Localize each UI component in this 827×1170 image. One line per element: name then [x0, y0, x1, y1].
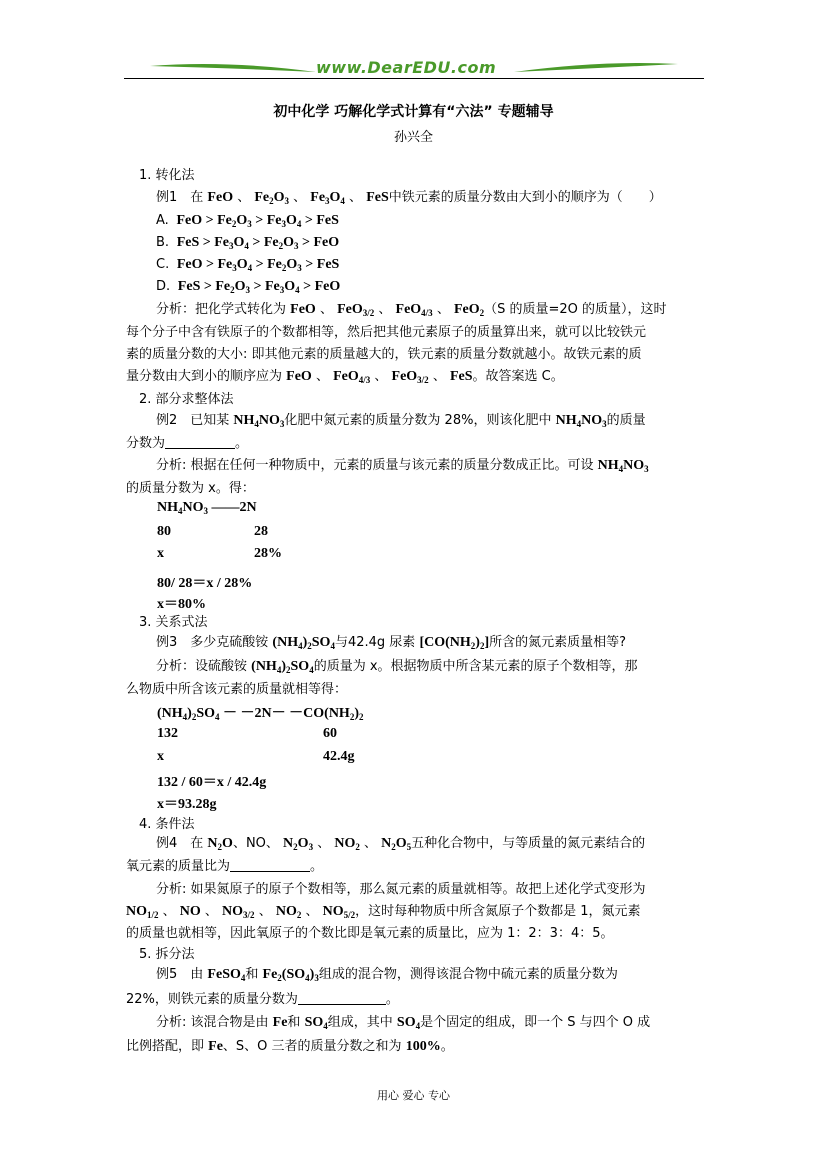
question-suffix: 中铁元素的质量分数由大到小的顺序为（ ） [388, 190, 662, 205]
option-label: D. [156, 279, 171, 294]
example-question [126, 856, 323, 878]
relation-text: ——2N [211, 500, 257, 515]
analysis-text: 、S、O 三者的质量分数之和为 [222, 1039, 402, 1054]
section-heading: 1. 转化法 [139, 168, 195, 183]
analysis-text: （S 的质量=2O 的质量），这时 [484, 302, 667, 317]
analysis-text: 分析: 该混合物是由 [156, 1015, 269, 1030]
header-divider [124, 78, 704, 79]
chem-formula: $Fe_2(SO_4)_3$ [262, 967, 319, 983]
chem-formula: $(NH_4)_2SO_4$ [272, 635, 335, 651]
analysis-line [156, 656, 638, 681]
chem-formula: FeO$_{4/3}$ [395, 302, 433, 318]
analysis-text: 和 [287, 1015, 301, 1030]
chem-formula: Fe [208, 1039, 223, 1054]
chem-formula: Fe [272, 1015, 288, 1030]
chem-formula: $Fe_2O_3$ [254, 190, 289, 206]
chem-formula: FeO$_2$ [453, 302, 485, 318]
question-text: 五种化合物中，与等质量的氮元素结合的 [411, 836, 646, 851]
chem-formula: FeO > $Fe_2O_3 > Fe_3O_4$ > FeS [172, 213, 339, 229]
example-question [126, 989, 399, 1011]
author: 孙兴全 [393, 130, 433, 145]
chem-formula: $[CO(NH_2)_2]$ [419, 635, 490, 651]
question-text: 氧元素的质量比为 [126, 859, 231, 874]
chem-formula: $SO_4$ [304, 1015, 328, 1031]
chem-formula: $NO_{3/2}$ [222, 904, 255, 920]
calc-value: 28 [254, 524, 268, 539]
option-label: B. [156, 235, 170, 250]
analysis-line: 么物质中所含该元素的质量就相等得： [126, 682, 348, 697]
calc-equation: x＝80% [157, 597, 206, 612]
analysis-text: 比例搭配，即 [126, 1039, 205, 1054]
analysis-text: 量分数由大到小的顺序应为 [126, 369, 283, 384]
analysis-line: 的质量分数为 x。得： [126, 481, 255, 496]
chem-formula: $NO_2$ [275, 904, 302, 920]
chem-formula: $NH_4NO_3$ [555, 413, 607, 429]
calc-value: 28% [254, 546, 282, 561]
example-question: 例1 在 FeO 、 $Fe_2O_3$ 、 $Fe_3O_4$ 、 FeS中铁元素的质量分数由大到小的顺序为（ ） [156, 190, 662, 206]
analysis-line [156, 455, 649, 480]
question-text: 。 [235, 436, 249, 451]
relation-line: $NH_4NO_3$ ——2N [157, 500, 257, 516]
question-prefix: 例1 在 [156, 190, 204, 205]
answer-blank [165, 436, 235, 449]
chem-formula: FeO [286, 369, 312, 384]
page-title: 初中化学 巧解化学式计算有“六法” 专题辅导 [273, 104, 554, 120]
chem-formula: 100% [405, 1039, 441, 1054]
chem-formula: $N_2O_5$ [381, 836, 412, 852]
chem-formula: FeO > $Fe_3O_4 > Fe_2O_3$ > FeS [173, 257, 340, 273]
analysis-text: 分析：把化学式转化为 [156, 302, 287, 317]
chem-formula: FeO$_{4/3}$ [333, 369, 371, 385]
relation-text: － －2N－ －CO [223, 706, 325, 721]
chem-formula: $N_2O_3$ [283, 836, 314, 852]
analysis-text: 的质量为 x。根据物质中所含某元素的原子个数相等，那 [313, 659, 638, 674]
option-label: A. [156, 213, 169, 228]
analysis-line: 量分数由大到小的顺序应为 FeO 、 FeO$_{4/3}$ 、 FeO$_{3/2}$ 、 FeS。故答案选 C。 [126, 369, 564, 385]
question-text: 例4 在 [156, 836, 204, 851]
analysis-line: $NO_{1/2}$ 、 NO 、 $NO_{3/2}$ 、 $NO_2$ 、 $NO_{5/2}$，这时每种物质中所含氮原子个数都是 1，氮元素 [126, 904, 641, 920]
calc-value: 132 [157, 726, 178, 741]
calc-value: 80 [157, 524, 171, 539]
answer-blank [230, 859, 310, 872]
question-text: 例3 多少克硫酸铵 [156, 635, 269, 650]
question-text: 所含的氮元素质量相等? [489, 635, 627, 650]
analysis-text: ，这时每种物质中所含氮原子个数都是 1，氮元素 [355, 904, 641, 919]
header-swoosh-right [512, 58, 680, 78]
example-question [156, 964, 618, 989]
section-heading: 3. 关系式法 [139, 615, 208, 630]
section-heading: 5. 拆分法 [139, 947, 195, 962]
question-text: 化肥中氮元素的质量分数为 28%，则该化肥中 [284, 413, 552, 428]
analysis-line: 每个分子中含有铁原子的个数都相等，然后把其他元素原子的质量算出来，就可以比较铁元 [126, 325, 647, 340]
analysis-text: 分析：设硫酸铵 [156, 659, 248, 674]
question-text: 分数为 [126, 436, 166, 451]
question-text: 。 [310, 859, 324, 874]
analysis-line: 素的质量分数的大小: 即其他元素的质量越大的，铁元素的质量分数就越小。故铁元素的质 [126, 347, 642, 362]
section-heading: 4. 条件法 [139, 817, 195, 832]
question-text: 组成的混合物，测得该混合物中硫元素的质量分数为 [318, 967, 618, 982]
chem-formula: FeS > $Fe_3O_4 > Fe_2O_3$ > FeO [173, 235, 340, 251]
analysis-line: 分析: 如果氮原子的原子个数相等，那么氮元素的质量就相等。故把上述化学式变形为 [156, 882, 646, 897]
chem-formula: $NO_2$ [334, 836, 360, 852]
option-d [156, 276, 340, 301]
analysis-line [126, 1036, 454, 1058]
chem-formula: $NO_{5/2}$ [322, 904, 356, 920]
option-label: C. [156, 257, 170, 272]
calc-equation: 80/ 28＝x / 28% [157, 576, 253, 591]
site-logo: www.DearEDU.com [316, 58, 497, 77]
question-text: 22%，则铁元素的质量分数为 [126, 992, 298, 1007]
chem-formula: $Fe_3O_4$ [310, 190, 345, 206]
analysis-line: 的质量也就相等，因此氧原子的个数比即是氧元素的质量比，应为 1：2：3：4：5。 [126, 926, 614, 941]
example-question: 例4 在 $N_2O$、NO、 $N_2O_3$ 、 $NO_2$ 、 $N_2O_5$五种化合物中，与等质量的氮元素结合的 [156, 836, 646, 852]
question-text: 例2 已知某 [156, 413, 230, 428]
section-heading: 2. 部分求整体法 [139, 392, 234, 407]
analysis-text: 分析: 根据在任何一种物质中，元素的质量与该元素的质量分数成正比。可设 [156, 458, 594, 473]
chem-formula: FeO$_{3/2}$ [337, 302, 375, 318]
chem-formula: $NO_{1/2}$ [126, 904, 159, 920]
example-question [156, 632, 626, 657]
chem-formula: $SO_4$ [396, 1015, 421, 1031]
question-text: 与42.4g 尿素 [334, 635, 416, 650]
example-question [126, 433, 248, 455]
example-question [156, 410, 646, 435]
question-text: 和 [245, 967, 259, 982]
chem-formula: FeS > $Fe_2O_3 > Fe_3O_4$ > FeO [174, 279, 341, 295]
chem-formula: $NH_4NO_3$ [597, 458, 649, 474]
question-text: 、NO、 [232, 836, 279, 851]
analysis-text: 。故答案选 C。 [472, 369, 564, 384]
analysis-line: 分析：把化学式转化为 FeO 、 FeO$_{3/2}$ 、 FeO$_{4/3}$ 、 FeO$_2$（S 的质量=2O 的质量），这时 [156, 302, 667, 318]
chem-formula: FeO$_{3/2}$ [391, 369, 429, 385]
chem-formula: NO [179, 904, 201, 919]
analysis-text: 。 [440, 1039, 454, 1054]
calc-value: 60 [323, 726, 337, 741]
chem-formula: $N_2O$ [207, 836, 233, 852]
chem-formula: $(NH_4)_2SO_4$ [251, 659, 314, 675]
calc-value: 42.4g [323, 749, 355, 764]
header-swoosh-left [148, 58, 318, 78]
calc-value: x [157, 546, 164, 561]
chem-formula: $NH_4NO_3$ [233, 413, 285, 429]
question-text: 的质量 [606, 413, 646, 428]
analysis-text: 是个固定的组成，即一个 S 与四个 O 成 [420, 1015, 651, 1030]
chem-formula: FeS [366, 190, 389, 205]
chem-formula: FeO [290, 302, 316, 317]
analysis-text: 组成，其中 [327, 1015, 393, 1030]
chem-formula: FeSO$_4$ [207, 967, 246, 983]
calc-value: x [157, 749, 164, 764]
question-text: 例5 由 [156, 967, 204, 982]
chem-formula: FeS [449, 369, 473, 384]
analysis-line [156, 1012, 650, 1037]
calc-equation: x＝93.28g [157, 797, 217, 812]
chem-formula: FeO [207, 190, 234, 205]
relation-line: $(NH_4)_2SO_4 - -2N- -CO(NH_2)_2$ [157, 706, 364, 722]
page-footer: 用心 爱心 专心 [377, 1089, 450, 1102]
answer-blank [298, 992, 386, 1005]
calc-equation: 132 / 60＝x / 42.4g [157, 775, 267, 790]
question-text: 。 [385, 992, 399, 1007]
